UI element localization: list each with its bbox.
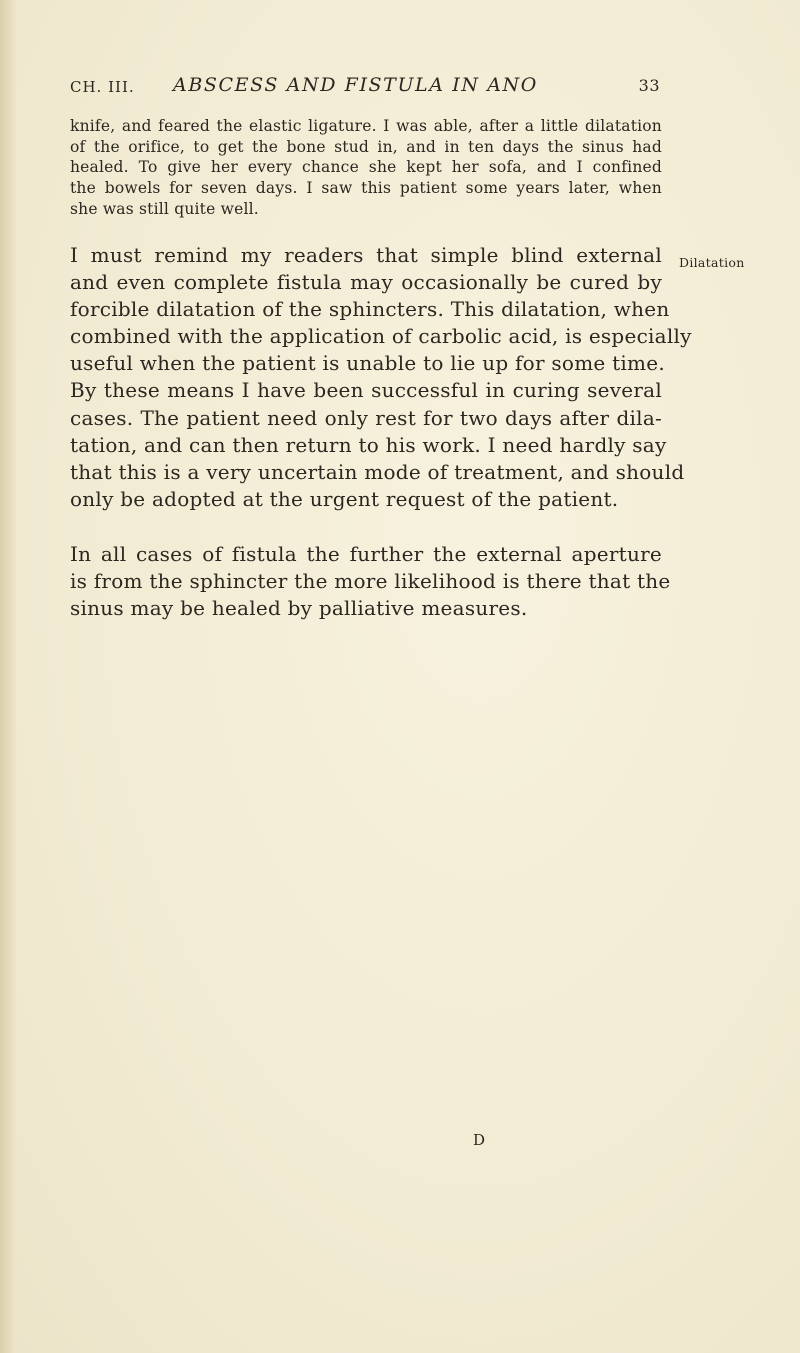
text-line: In all cases of fistula the further the external aperture [70, 542, 662, 566]
text-line: cases. The patient need only rest for two days after dila- [70, 405, 662, 430]
text-line: tation, and can then return to his work. I need hardly say [70, 432, 667, 457]
text-line: only be adopted at the urgent request of the patient. [70, 486, 619, 511]
text-line: combined with the application of carbolic acid, is especially [70, 324, 692, 349]
text-line: I must remind my readers that simple blind external [70, 243, 662, 267]
text-line: is from the sphincter the more likelihood is there that the [70, 569, 671, 594]
text-line: and even complete fistula may occasionally be cured by [70, 270, 662, 295]
text-line: sinus may be healed by palliative measures. [70, 596, 528, 621]
text-line: By these means I have been successful in curing several [70, 378, 662, 403]
text-line: knife, and feared the elastic ligature. I was able, after a little dilatation [70, 117, 662, 135]
text-line: she was still quite well. [70, 199, 259, 218]
running-title: ABSCESS AND FISTULA IN ANO [173, 74, 538, 96]
text-line: the bowels for seven days. I saw this patient some years later, when [70, 179, 662, 198]
case-report-paragraph [70, 116, 662, 220]
text-line: of the orifice, to get the bone stud in, and in ten days the sinus had [70, 137, 662, 156]
chapter-label: CH. III. [70, 78, 135, 96]
text-line: that this is a very uncertain mode of treatment, and should [70, 459, 685, 484]
page-number: 33 [638, 76, 660, 95]
text-line: useful when the patient is unable to lie up for some time. [70, 351, 665, 376]
running-head [70, 74, 660, 100]
signature-mark: D [473, 1131, 486, 1149]
dilatation-paragraph [70, 242, 692, 513]
page-gutter [0, 0, 16, 1353]
text-line: healed. To give her every chance she kept her sofa, and I confined [70, 158, 662, 177]
text-line: forcible dilatation of the sphincters. This dilatation, when [70, 297, 670, 322]
margin-note: Dilatation [679, 255, 745, 270]
aperture-paragraph [70, 541, 671, 622]
